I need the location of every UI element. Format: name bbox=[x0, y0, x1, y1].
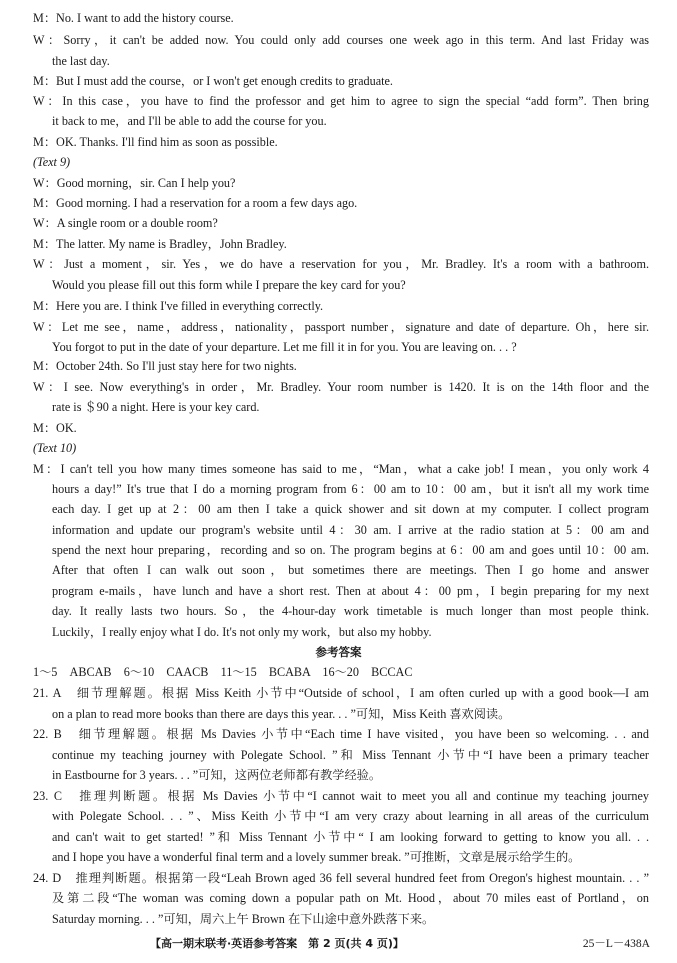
dialogue-line: M：But I must add the course，or I won't get enough credits to graduate. bbox=[33, 74, 393, 88]
dialogue-line: M：Here you are. I think I've filled in everything correctly. bbox=[33, 299, 324, 313]
answer-key-heading: 参考答案 bbox=[315, 645, 362, 659]
explanation-line: 及第二段“The woman was coming down a popular path on Mt. Hood，about 70 miles east of Portland，on bbox=[52, 891, 649, 905]
dialogue-line: M：October 24th. So I'll just stay here for two nights. bbox=[33, 359, 297, 373]
text-heading: (Text 10) bbox=[33, 441, 77, 455]
dialogue-line: You forgot to put in the date of your departure. Let me fill it in for you. You are leaving on. . . ? bbox=[52, 340, 517, 354]
dialogue-line: spend the next hour preparing，recording and so on. The program begins at 6：00 am and goes until 10：00 am. bbox=[52, 543, 649, 557]
dialogue-line: W：In this case，you have to find the professor and get him to agree to sign the special “add form”. Then bring bbox=[33, 94, 649, 108]
answer-summary: 1～5 ABCAB 6～10 CAACB 11～15 BCABA 16～20 BCCAC bbox=[33, 665, 413, 679]
dialogue-line: M：Good morning. I had a reservation for a room a few days ago. bbox=[33, 196, 358, 210]
dialogue-line: hours a day!” It's true that I do a morning program from 6：00 am to 10：00 am，but it isn't all my work time bbox=[52, 482, 649, 496]
dialogue-line: M：The latter. My name is Bradley，John Bradley. bbox=[33, 237, 287, 251]
text-heading: (Text 9) bbox=[33, 155, 71, 169]
explanation-line: 24. D 推理判断题。根据第一段“Leah Brown aged 36 fell several hundred feet from Oregon's highest mountain. . . ” bbox=[33, 871, 649, 885]
dialogue-line: W：I see. Now everything's in order，Mr. Bradley. Your room number is 1420. It is on the 14th floor and the bbox=[33, 380, 649, 394]
explanation-line: continue my teaching journey with Polegate School. ”和 Miss Tennant 小节中“I have been a primary teacher bbox=[52, 748, 649, 762]
dialogue-line: W：Sorry，it can't be added now. You could only add courses one week ago in this term. And last Friday was bbox=[33, 33, 649, 47]
explanation-line: 22. B 细节理解题。根据 Ms Davies 小节中“Each time I have visited，you have been so welcoming. . . and bbox=[33, 727, 649, 741]
dialogue-line: After that often I can walk out soon，but sometimes there are meetings. Then I go home and answer bbox=[52, 563, 649, 577]
explanation-line: 23. C 推理判断题。根据 Ms Davies 小节中“I cannot wait to meet you all and continue my teaching journey bbox=[33, 789, 649, 803]
dialogue-line: information and update our program's website until 4：30 am. I arrive at the radio station at 5：00 am and bbox=[52, 523, 649, 537]
dialogue-line: Would you please fill out this form while I prepare the key card for you? bbox=[52, 278, 406, 292]
dialogue-line: W：Let me see，name，address，nationality，passport number，signature and date of departure. Oh，here sir. bbox=[33, 320, 649, 334]
dialogue-line: program e-mails，have lunch and have a short rest. Then at about 4：00 pm，I begin preparing for my next bbox=[52, 584, 649, 598]
dialogue-line: W：Just a moment，sir. Yes，we do have a reservation for you，Mr. Bradley. It's a room with a bathroom. bbox=[33, 257, 649, 271]
footer-title: 【高一期末联考·英语参考答案 第 2 页(共 4 页)】 bbox=[150, 937, 404, 950]
page-footer bbox=[0, 935, 677, 953]
dialogue-line: rate is ＄90 a night. Here is your key card. bbox=[52, 400, 260, 414]
explanation-line: Saturday morning. . . ”可知，周六上午 Brown 在下山途中意外跌落下来。 bbox=[52, 912, 435, 926]
dialogue-line: W：Good morning，sir. Can I help you? bbox=[33, 176, 236, 190]
explanation-line: with Polegate School. . . ”、Miss Keith 小节中“I am very crazy about learning in all areas of the curriculum bbox=[52, 809, 649, 823]
dialogue-line: M：No. I want to add the history course. bbox=[33, 11, 234, 25]
dialogue-line: W：A single room or a double room? bbox=[33, 216, 218, 230]
dialogue-line: day. It really lasts two hours. So，the 4-hour-day work timetable is much longer than most people think. bbox=[52, 604, 649, 618]
dialogue-line: it back to me，and I'll be able to add the course for you. bbox=[52, 114, 327, 128]
dialogue-line: M：OK. Thanks. I'll find him as soon as possible. bbox=[33, 135, 278, 149]
dialogue-line: Luckily，I really enjoy what I do. It's not only my work，but also my hobby. bbox=[52, 625, 432, 639]
footer-code: 25－L－438A bbox=[582, 938, 650, 950]
explanation-line: in Eastbourne for 3 years. . . ”可知，这两位老师都有教学经验。 bbox=[52, 768, 382, 782]
dialogue-line: M：I can't tell you how many times someone has said to me，“Man，what a cake job! I mean，you only work 4 bbox=[33, 462, 649, 476]
dialogue-line: the last day. bbox=[52, 54, 110, 68]
explanation-line: and I hope you have a wonderful final term and a lovely summer break. ”可推断，文章是展示给学生的。 bbox=[52, 850, 581, 864]
explanation-line: 21. A 细节理解题。根据 Miss Keith 小节中“Outside of school，I am often curled up with a good book—I am bbox=[33, 686, 649, 700]
explanation-line: and can't wait to get started! ”和 Miss Tennant 小节中“ I am looking forward to getting to know you all. . . bbox=[52, 830, 649, 844]
dialogue-line: M：OK. bbox=[33, 421, 77, 435]
explanation-line: on a plan to read more books than there are days this year. . . ”可知，Miss Keith 喜欢阅读。 bbox=[52, 707, 511, 721]
dialogue-line: each day. I get up at 2：00 am then I take a quick shower and sit down at my computer. I collect program bbox=[52, 502, 649, 516]
